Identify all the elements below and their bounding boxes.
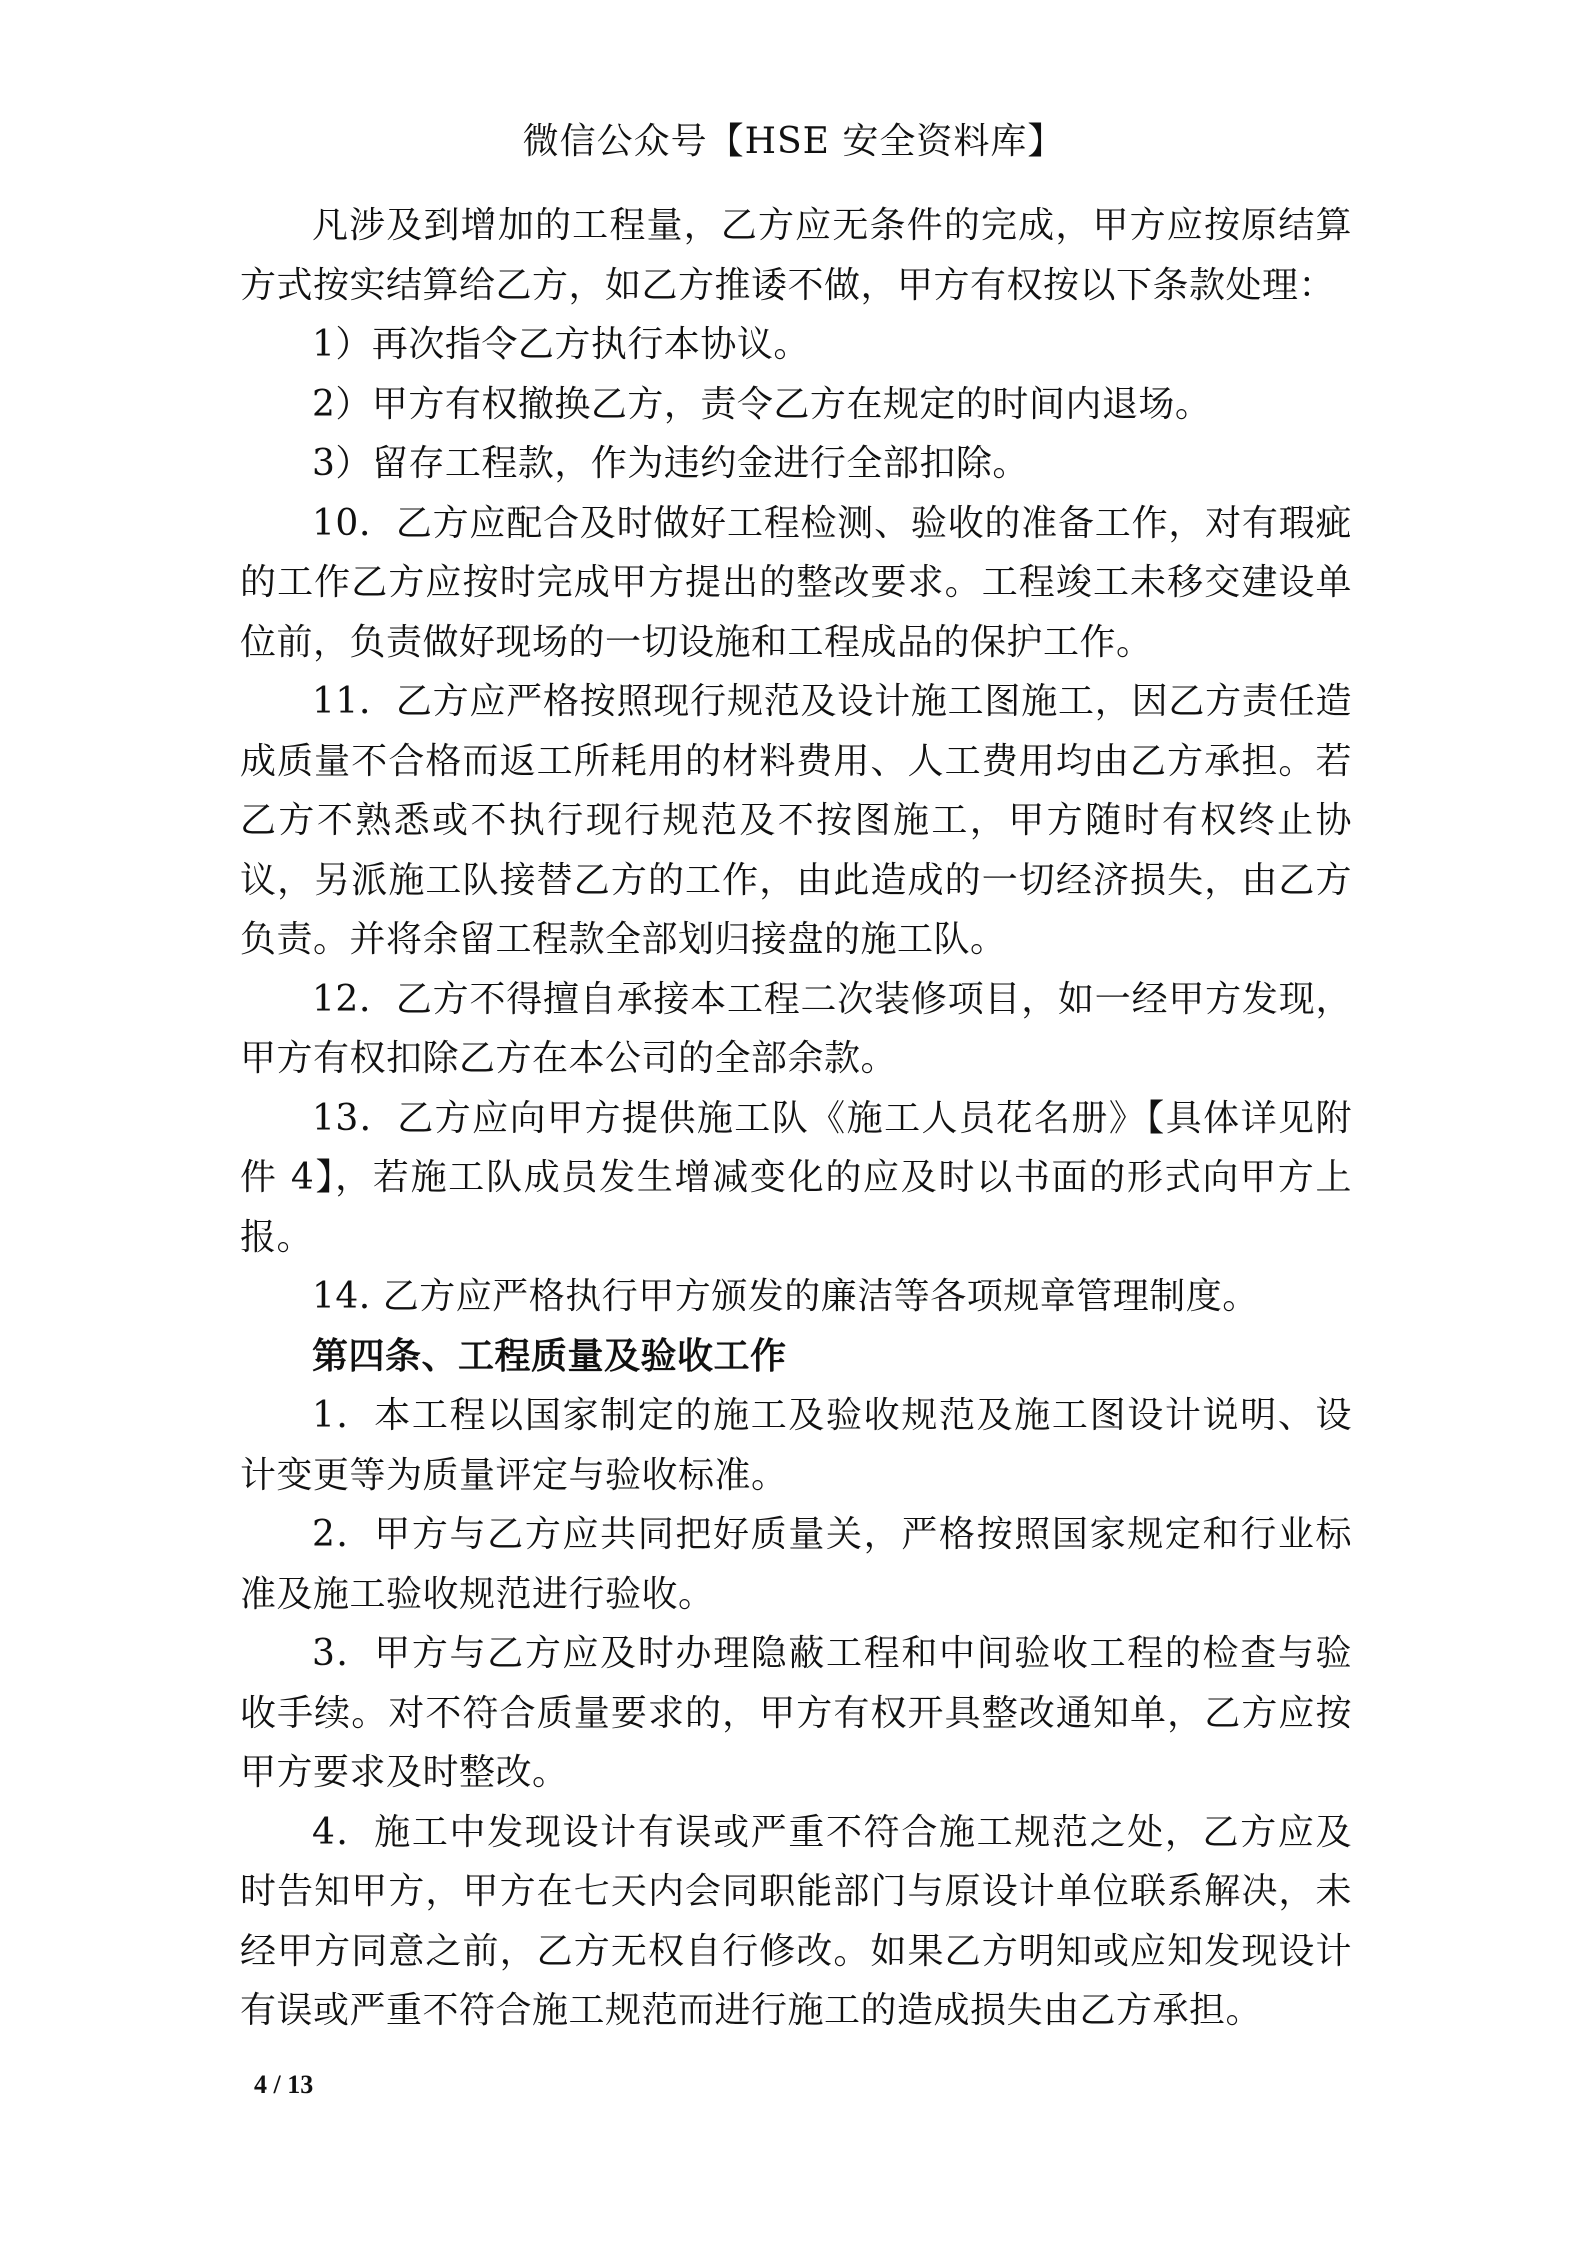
clause-paragraph: 10．乙方应配合及时做好工程检测、验收的准备工作，对有瑕疵的工作乙方应按时完成甲方提出的整改要求。工程竣工未移交建设单位前，负责做好现场的一切设施和工程成品的保护工作。 bbox=[240, 502, 1352, 663]
clause-paragraph: 11．乙方应严格按照现行规范及设计施工图施工，因乙方责任造成质量不合格而返工所耗用的材料费用、人工费用均由乙方承担。若乙方不熟悉或不执行现行规范及不按图施工，甲方随时有权终止协议，另派施工队接替乙方的工作，由此造成的一切经济损失，由乙方负责。并将余留工程款全部划归接盘的施工队。 bbox=[240, 681, 1352, 960]
clause-paragraph: 4．施工中发现设计有误或严重不符合施工规范之处，乙方应及时告知甲方，甲方在七天内会同职能部门与原设计单位联系解决，未经甲方同意之前，乙方无权自行修改。如果乙方明知或应知发现设计有误或严重不符合施工规范而进行施工的造成损失由乙方承担。 bbox=[240, 1811, 1352, 2031]
document-body bbox=[240, 196, 1352, 2041]
list-item: 1）再次指令乙方执行本协议。 bbox=[312, 324, 810, 365]
page-number: 4 / 13 bbox=[254, 2070, 314, 2099]
clause-paragraph: 13．乙方应向甲方提供施工队《施工人员花名册》【具体详见附件 4】，若施工队成员发生增减变化的应及时以书面的形式向甲方上报。 bbox=[240, 1097, 1352, 1258]
clause-paragraph: 3．甲方与乙方应及时办理隐蔽工程和中间验收工程的检查与验收手续。对不符合质量要求的，甲方有权开具整改通知单，乙方应按甲方要求及时整改。 bbox=[240, 1633, 1352, 1793]
clause-paragraph: 14. 乙方应严格执行甲方颁发的廉洁等各项规章管理制度。 bbox=[312, 1276, 1259, 1317]
clause-paragraph: 1．本工程以国家制定的施工及验收规范及施工图设计说明、设计变更等为质量评定与验收标准。 bbox=[240, 1395, 1352, 1496]
list-item: 3）留存工程款，作为违约金进行全部扣除。 bbox=[312, 443, 1029, 484]
section-heading: 第四条、工程质量及验收工作 bbox=[312, 1334, 787, 1377]
clause-paragraph: 2．甲方与乙方应共同把好质量关，严格按照国家规定和行业标准及施工验收规范进行验收。 bbox=[240, 1514, 1352, 1615]
list-item: 2）甲方有权撤换乙方，责令乙方在规定的时间内退场。 bbox=[312, 383, 1212, 425]
paragraph: 凡涉及到增加的工程量，乙方应无条件的完成，甲方应按原结算方式按实结算给乙方，如乙方推诿不做，甲方有权按以下条款处理： bbox=[240, 205, 1352, 306]
page-header: 微信公众号【HSE 安全资料库】 bbox=[522, 121, 1065, 162]
clause-paragraph: 12．乙方不得擅自承接本工程二次装修项目，如一经甲方发现，甲方有权扣除乙方在本公司的全部余款。 bbox=[240, 978, 1352, 1079]
